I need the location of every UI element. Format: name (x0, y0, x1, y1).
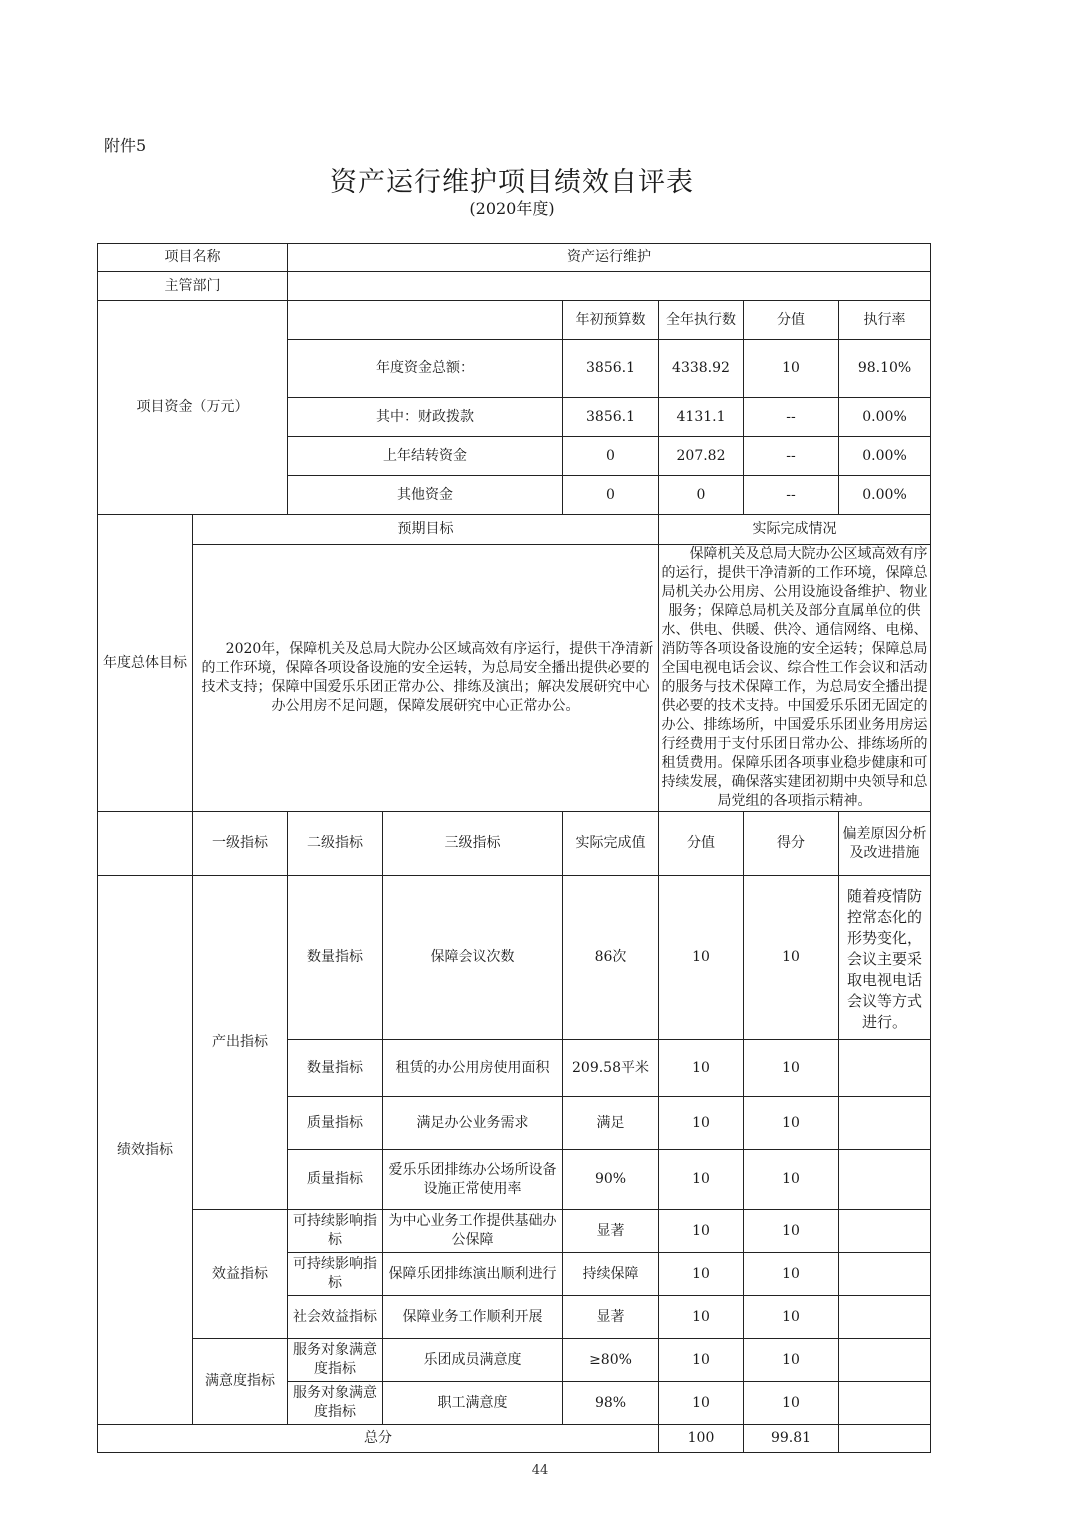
indicator-score-value: 10 (659, 1296, 744, 1339)
indicators-header-blank (98, 812, 193, 876)
funds-header-score-value: 分值 (744, 301, 839, 340)
indicator-level2: 数量指标 (288, 1040, 383, 1097)
indicator-level2: 服务对象满意度指标 (288, 1382, 383, 1425)
funds-header-budget: 年初预算数 (563, 301, 659, 340)
indicator-note (839, 1382, 931, 1425)
indicator-score-value: 10 (659, 1097, 744, 1150)
indicator-level2: 质量指标 (288, 1150, 383, 1210)
indicators-header-row (98, 812, 931, 876)
indicator-note (839, 1210, 931, 1253)
indicator-level3: 满足办公业务需求 (383, 1097, 563, 1150)
indicator-note (839, 1339, 931, 1382)
level2-header: 二级指标 (288, 812, 383, 876)
performance-table (97, 243, 931, 1453)
total-score: 99.81 (744, 1425, 839, 1453)
indicator-row (98, 1210, 931, 1253)
indicator-level2: 可持续影响指标 (288, 1253, 383, 1296)
indicator-row (98, 876, 931, 1040)
benefit-indicators-label: 效益指标 (193, 1210, 288, 1339)
attachment-label: 附件5 (104, 136, 147, 155)
actual-completion-header: 实际完成情况 (659, 515, 931, 545)
score-value-header: 分值 (659, 812, 744, 876)
indicator-note (839, 1150, 931, 1210)
indicator-note (839, 1296, 931, 1339)
funds-row-budget: 3856.1 (563, 340, 659, 398)
indicator-score: 10 (744, 1296, 839, 1339)
total-score-value: 100 (659, 1425, 744, 1453)
funds-row-budget: 0 (563, 437, 659, 476)
indicator-actual: 显著 (563, 1210, 659, 1253)
total-note (839, 1425, 931, 1453)
indicator-note (839, 1097, 931, 1150)
indicator-score-value: 10 (659, 876, 744, 1040)
funds-row-score-value: 10 (744, 340, 839, 398)
indicator-actual: 98% (563, 1382, 659, 1425)
indicator-level2: 质量指标 (288, 1097, 383, 1150)
indicator-level3: 租赁的办公用房使用面积 (383, 1040, 563, 1097)
deviation-header: 偏差原因分析及改进措施 (839, 812, 931, 876)
indicator-level2: 社会效益指标 (288, 1296, 383, 1339)
funds-row-executed: 207.82 (659, 437, 744, 476)
project-name-value: 资产运行维护 (288, 244, 931, 272)
actual-value-header: 实际完成值 (563, 812, 659, 876)
score-header: 得分 (744, 812, 839, 876)
indicator-score: 10 (744, 1382, 839, 1425)
funds-row-score-value: -- (744, 437, 839, 476)
goals-content-row (98, 545, 931, 812)
indicator-level3: 保障业务工作顺利开展 (383, 1296, 563, 1339)
indicator-score: 10 (744, 1040, 839, 1097)
indicator-score-value: 10 (659, 1253, 744, 1296)
total-row (98, 1425, 931, 1453)
funds-row-executed: 4131.1 (659, 398, 744, 437)
indicator-level3: 爱乐乐团排练办公场所设备设施正常使用率 (383, 1150, 563, 1210)
satisfaction-indicators-label: 满意度指标 (193, 1339, 288, 1425)
indicator-actual: ≥80% (563, 1339, 659, 1382)
indicator-actual: 86次 (563, 876, 659, 1040)
form-title: 资产运行维护项目绩效自评表 (330, 167, 694, 198)
funds-header-row (98, 301, 931, 340)
dept-row (98, 272, 931, 301)
indicator-score: 10 (744, 1339, 839, 1382)
funds-row-name: 其他资金 (288, 476, 563, 515)
indicator-level3: 职工满意度 (383, 1382, 563, 1425)
dept-label: 主管部门 (98, 272, 288, 301)
funds-label: 项目资金（万元） (98, 301, 288, 515)
funds-row-rate: 0.00% (839, 398, 931, 437)
funds-row-score-value: -- (744, 476, 839, 515)
funds-header-blank (288, 301, 563, 340)
indicator-actual: 满足 (563, 1097, 659, 1150)
indicator-actual: 显著 (563, 1296, 659, 1339)
indicator-actual: 持续保障 (563, 1253, 659, 1296)
indicator-score-value: 10 (659, 1040, 744, 1097)
expected-goal-header: 预期目标 (193, 515, 659, 545)
goals-label: 年度总体目标 (98, 515, 193, 812)
indicator-score: 10 (744, 1210, 839, 1253)
funds-row-name: 上年结转资金 (288, 437, 563, 476)
funds-row-executed: 0 (659, 476, 744, 515)
indicator-score-value: 10 (659, 1382, 744, 1425)
project-name-row (98, 244, 931, 272)
funds-row-rate: 0.00% (839, 476, 931, 515)
indicator-score-value: 10 (659, 1339, 744, 1382)
indicator-score-value: 10 (659, 1210, 744, 1253)
indicator-level3: 保障会议次数 (383, 876, 563, 1040)
total-label: 总分 (98, 1425, 659, 1453)
indicator-score-value: 10 (659, 1150, 744, 1210)
funds-header-executed: 全年执行数 (659, 301, 744, 340)
funds-row-name: 其中：财政拨款 (288, 398, 563, 437)
dept-value (288, 272, 931, 301)
indicator-note (839, 1040, 931, 1097)
funds-row-budget: 0 (563, 476, 659, 515)
indicator-score: 10 (744, 1097, 839, 1150)
level1-header: 一级指标 (193, 812, 288, 876)
funds-header-rate: 执行率 (839, 301, 931, 340)
performance-indicators-label: 绩效指标 (98, 876, 193, 1425)
indicator-level2: 可持续影响指标 (288, 1210, 383, 1253)
indicator-score: 10 (744, 1253, 839, 1296)
level3-header: 三级指标 (383, 812, 563, 876)
form-year: (2020年度) (469, 199, 555, 218)
funds-row-rate: 98.10% (839, 340, 931, 398)
indicator-actual: 209.58平米 (563, 1040, 659, 1097)
funds-row-budget: 3856.1 (563, 398, 659, 437)
funds-row-score-value: -- (744, 398, 839, 437)
indicator-level3: 保障乐团排练演出顺利进行 (383, 1253, 563, 1296)
funds-row-executed: 4338.92 (659, 340, 744, 398)
actual-completion-text: 保障机关及总局大院办公区域高效有序的运行，提供干净清新的工作环境，保障总局机关办公用房、公用设施设备维护、物业服务；保障总局机关及部分直属单位的供水、供电、供暖、供冷、通信网络、电梯、消防等各项设备设施的安全运转；保障总局全国电视电话会议、综合性工作会议和活动的服务与技术保障工作，为总局安全播出提供必要的技术支持。中国爱乐乐团无固定的办公、排练场所，中国爱乐乐团业务用房运行经费用于支付乐团日常办公、排练场所的租赁费用。保障乐团各项事业稳步健康和可持续发展，确保落实建团初期中央领导和总局党组的各项指示精神。 (659, 545, 931, 812)
goals-header-row (98, 515, 931, 545)
indicator-score: 10 (744, 876, 839, 1040)
indicator-actual: 90% (563, 1150, 659, 1210)
funds-row-rate: 0.00% (839, 437, 931, 476)
indicator-level2: 服务对象满意度指标 (288, 1339, 383, 1382)
indicator-level2: 数量指标 (288, 876, 383, 1040)
page-number: 44 (531, 1463, 549, 1478)
indicator-note: 随着疫情防控常态化的形势变化，会议主要采取电视电话会议等方式进行。 (839, 876, 931, 1040)
expected-goal-text: 2020年，保障机关及总局大院办公区域高效有序运行，提供干净清新的工作环境，保障各项设备设施的安全运转，为总局安全播出提供必要的技术支持；保障中国爱乐乐团正常办公、排练及演出；解决发展研究中心办公用房不足问题，保障发展研究中心正常办公。 (193, 545, 659, 812)
indicator-note (839, 1253, 931, 1296)
indicator-level3: 乐团成员满意度 (383, 1339, 563, 1382)
output-indicators-label: 产出指标 (193, 876, 288, 1210)
funds-row-name: 年度资金总额： (288, 340, 563, 398)
indicator-level3: 为中心业务工作提供基础办公保障 (383, 1210, 563, 1253)
indicator-row (98, 1339, 931, 1382)
indicator-score: 10 (744, 1150, 839, 1210)
project-name-label: 项目名称 (98, 244, 288, 272)
